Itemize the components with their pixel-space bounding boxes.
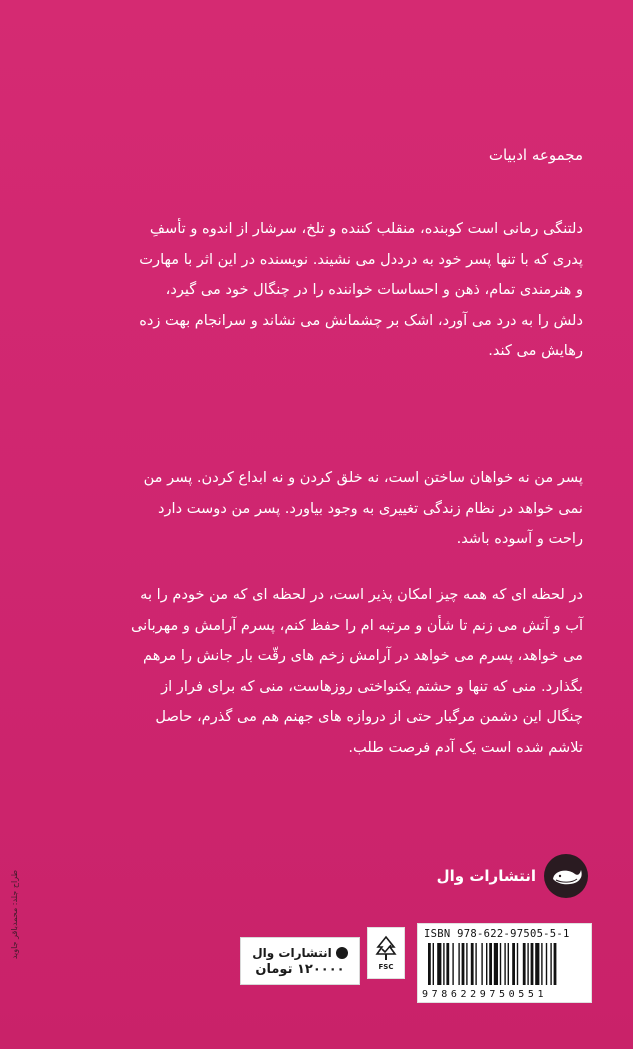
excerpt-line: تلاشم شده است یک آدم فرصت طلب. (348, 738, 583, 756)
excerpt-line: پسر من نه خواهان ساختن است، نه خلق کردن و نه ابداع کردن. پسر من (143, 469, 583, 486)
excerpt-line: آب و آتش می زنم تا شأن و مرتبه ام را حفظ کنم، پسرم آرامش و مهربانی (130, 616, 583, 634)
blurb-line: و هنرمندی تمام، ذهن و احساسات خواننده را در چنگال خود می گیرد، (165, 281, 583, 298)
fsc-label: FSC (378, 963, 394, 971)
excerpt-line: در لحظه ای که همه چیز امکان پذیر است، در لحظه ای که من خودم را به (140, 586, 583, 603)
barcode-digits: 9786229750551 (422, 989, 548, 1000)
price-sticker (240, 937, 360, 985)
excerpt-line: نمی خواهد در نظام زندگی تغییری به وجود بیاورد. پسر من دوست دارد (157, 499, 583, 517)
blurb-line: دلش را به درد می آورد، اشک بر چشمانش می نشاند و سرانجام بهت زده (139, 311, 583, 329)
publisher-name: انتشارات وال (436, 867, 536, 885)
series-label: مجموعه ادبیات (488, 146, 583, 164)
isbn-label: ISBN 978-622-97505-5-1 (424, 928, 570, 940)
excerpt-line: بگذارد. منی که تنها و حشتم یکنواختی روزهاست، منی که برای فرار از (161, 677, 583, 695)
excerpt-line: می خواهد، پسرم می خواهد در آرامش زخم های رقّت بار جانش را مرهم (143, 647, 583, 664)
excerpt-line: چنگال این دشمن مرگبار حتی از دروازه های جهنم هم می گذرم، حاصل (155, 708, 583, 725)
whale-icon (544, 854, 588, 898)
price-label: ۱۲۰۰۰۰ تومان (255, 961, 345, 977)
excerpt-paragraph-1 (23, 463, 583, 555)
publisher-logo (437, 854, 588, 898)
blurb-line: رهایش می کند. (488, 342, 583, 359)
blurb-line: پدری که با تنها پسر خود به درددل می نشیند. نویسنده در این اثر با مهارت (139, 250, 583, 268)
blurb-paragraph-1 (23, 214, 583, 367)
excerpt-paragraph-2 (23, 580, 583, 763)
sticker-publisher: انتشارات وال (252, 945, 332, 960)
excerpt-line: راحت و آسوده باشد. (456, 530, 583, 547)
blurb-line: دلتنگی رمانی است کوبنده، منقلب کننده و تلخ، سرشار از اندوه و تأسفِ (149, 220, 583, 237)
tree-check-icon (374, 935, 398, 963)
barcode-box (417, 923, 592, 1003)
barcode-icon (428, 943, 580, 985)
fsc-badge (367, 927, 405, 979)
whale-icon (336, 947, 348, 959)
cover-designer-credit: طراح جلد: محمدباقر جاوید (10, 870, 19, 960)
